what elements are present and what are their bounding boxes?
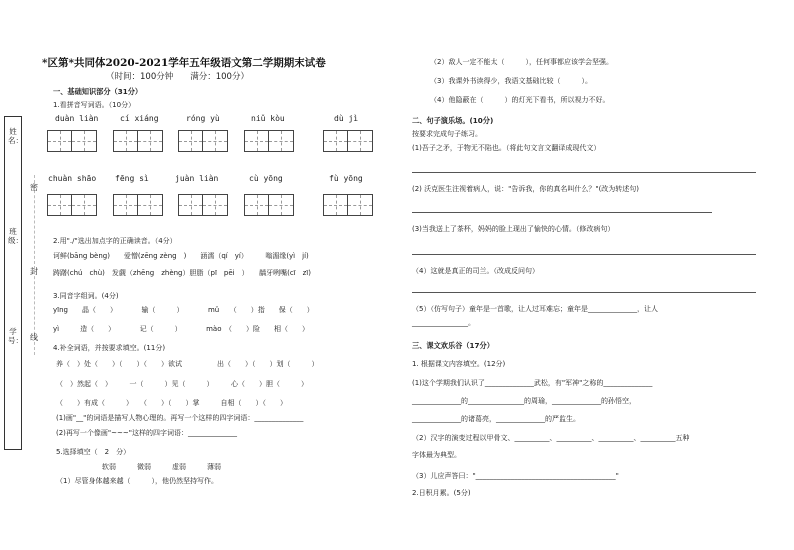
name-label: 姓名： [8,127,23,145]
section-2-title: 二、句子演乐场。(10分) [412,116,494,125]
seal-line [34,175,35,355]
pinyin-9: cù yōng [249,174,283,183]
q5-line-1: （1）尽管身体越来越（ ），他仍然坚持写作。 [56,477,218,485]
pinyin-1: duàn liàn [55,114,99,123]
s3-q1-title: 1. 根据课文内容填空。(12分) [412,360,506,368]
seal-char-2: 封 [30,267,38,276]
s3-line-5: 字体最为典型。 [412,451,461,459]
q4-note-1: (1)画"__"的词语是描写人物心理的。再写一个这样的四字词语：______________ [56,414,304,422]
q2-line-2: 踌躇(chú chù) 发觑（zhēng zhèng）胆脂（pī pēi ） 龋牙咧嘴(cī zī) [53,269,311,277]
section-3-title: 三、课文欢乐谷（17分） [412,341,494,350]
q2-title: 2.用"./"选出加点字的正确读音。（4分） [53,237,177,245]
s3-line-3: ______________的诸葛亮，______________的严监生。 [412,415,580,423]
pinyin-2: cí xiáng [120,114,159,123]
s3-line-7: 2.日积月累。(5分) [412,489,471,497]
seal-char-1: 密 [30,183,38,192]
q5-options: 软弱 微弱 虚弱 薄弱 [102,463,221,471]
s3-line-1: (1)这个学期我们认识了______________武松，有"军神"之称的______________ [412,379,653,387]
writing-grid[interactable] [178,194,228,216]
pinyin-7: fēng sì [115,174,149,183]
q4-line-1: 养（ ）处（ ）（ ）（ ）欲试 出（ ）（ ）划（ ） [56,360,319,368]
seal-char-3: 线 [30,333,38,342]
q5-title: 5.选择填空（ 2 分） [56,448,131,456]
binding-margin-box [4,116,22,450]
q5-line-2: （2）敌人一定不能太（ ），任何事都应该学会坚强。 [430,58,613,66]
q2-line-1: 诃鲜(bāng bèng) 爱憎(zēng zèng ) 涵濡（qí yí） 嗡湄缘(yì jí) [53,252,309,260]
q4-title: 4.补全词语，并按要求填空。(11分) [53,344,166,352]
sentence-item-5: （5）（仿写句子）童年是一首歌，让人过耳难忘；童年是______________，让人 [412,305,658,313]
sentence-item-1: (1)吾子之矛，于物无不陷也。（将此句文言文翻译成现代文） [412,144,601,152]
s3-line-4: （2）汉字的演变过程以甲骨文、__________、__________、__________、__________五种 [412,434,690,442]
writing-grid[interactable] [178,130,228,152]
q4-note-2: (2)再写一个像画"~~~"这样的四字词语：______________ [56,429,237,437]
answer-line[interactable] [412,172,756,173]
writing-grid[interactable] [113,194,163,216]
writing-grid[interactable] [244,194,294,216]
q5-line-3: （3）我课外书读得少，我语文基础比较（ ）。 [430,77,592,85]
q5-line-4: （4）他隐蔽在（ ）的灯光下看书，所以视力不好。 [430,96,610,104]
writing-grid[interactable] [113,130,163,152]
sentence-item-4: （4）这就是真正的司兰。（改成反问句） [412,267,539,275]
q4-line-2: （ ）然起（ ） 一（ ）见（ ） 心（ ）胆（ ） [56,380,308,388]
writing-grid[interactable] [323,194,373,216]
pinyin-3: róng yù [186,114,220,123]
q1-title: 1.看拼音写词语。（10分） [53,101,136,109]
q3-title: 3.同音字组词。(4分) [53,292,119,300]
section-2-intro: 按要求完成句子练习。 [412,130,482,138]
writing-grid[interactable] [47,130,97,152]
sentence-item-5-tail: ________________。 [412,319,475,327]
q4-line-3: （ ）有成（ ） （ ）（ ）掌 自相（ ）（ ） [56,399,287,407]
writing-grid[interactable] [47,194,97,216]
pinyin-8: juàn liàn [175,174,219,183]
answer-line[interactable] [412,254,756,255]
sentence-item-3: (3)当我送上了茶杯，妈妈的脸上现出了愉快的心情。（修改病句） [412,225,615,233]
writing-grid[interactable] [244,130,294,152]
pinyin-4: niǔ kòu [251,114,285,123]
class-label: 班级： [8,227,23,245]
q3-line-1: yīng 晶（ ） 输（ ） mǔ （ ）指 保（ ） [53,306,314,314]
pinyin-5: dù jì [334,114,359,123]
student-id-label: 学号： [8,327,23,345]
exam-info: （时间：100分钟 满分：100分） [106,72,249,82]
pinyin-10: fù yōng [329,174,363,183]
pinyin-6: chuàn shāo [48,174,97,183]
s3-line-2: ______________的________________的周瑜，______________的孙悟空， [412,397,636,405]
sentence-item-2: (2) 沃克医生注视着病人，说："告诉我，你的真名叫什么？"(改为转述句) [412,185,640,193]
writing-grid[interactable] [323,130,373,152]
answer-line[interactable] [412,212,712,213]
section-1-title: 一、基础知识部分（31分） [53,87,143,96]
page-title: *区第*共同体2020-2021学年五年级语文第二学期期末试卷 [42,57,326,69]
s3-line-6: （3）儿应声答曰："________________________________________" [412,472,619,480]
answer-line[interactable] [412,292,756,293]
q3-line-2: yì 造（ ） 记（ ） mào （ ）险 相（ ） [53,325,309,333]
